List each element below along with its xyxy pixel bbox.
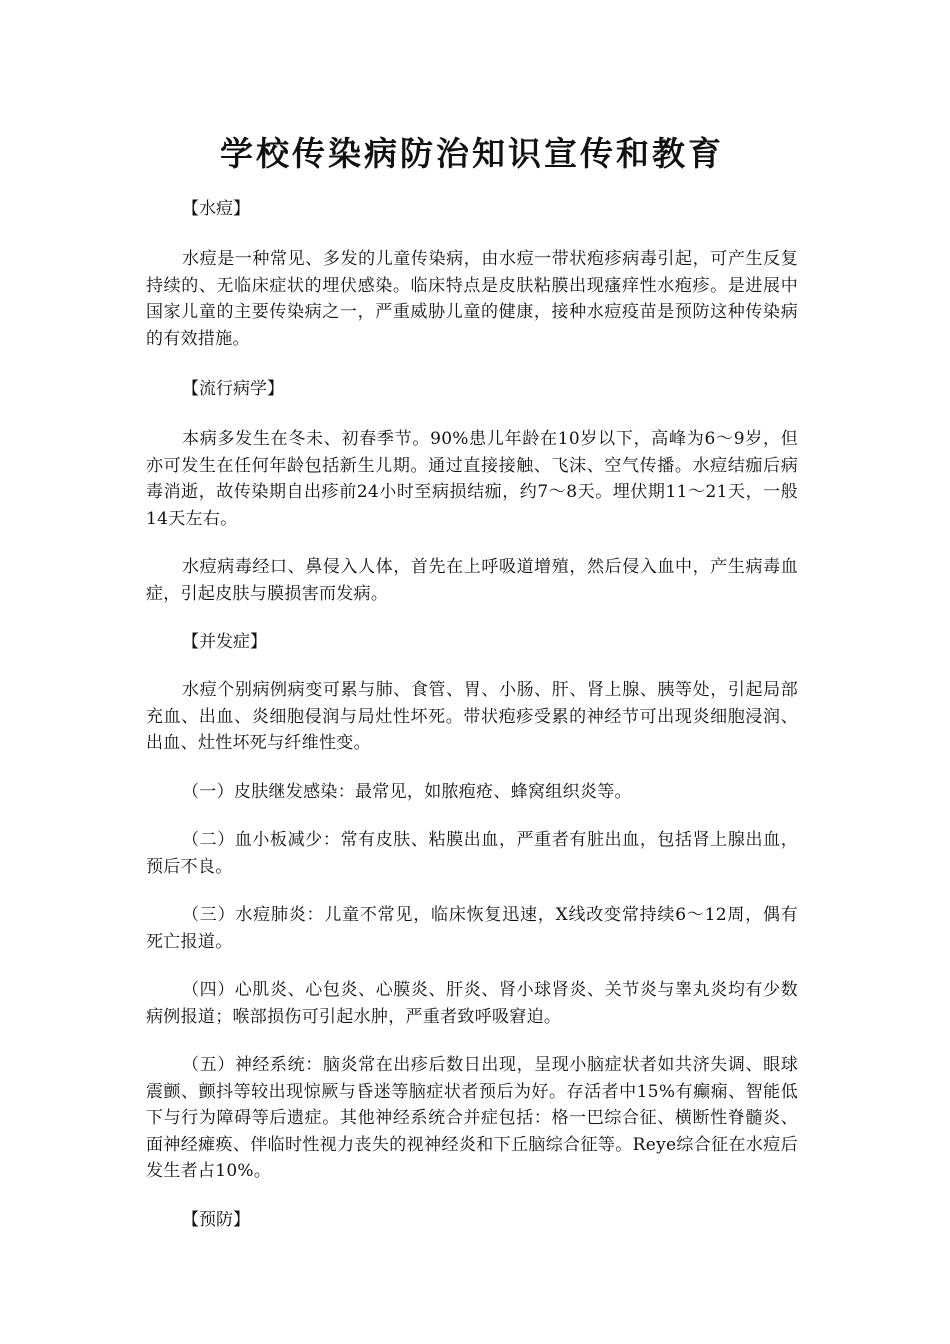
list-item-complication-3: （三）水痘肺炎：儿童不常见，临床恢复迅速，X线改变常持续6～12周，偶有死亡报道。 (146, 905, 798, 952)
list-item-complication-4: （四）心肌炎、心包炎、心膜炎、肝炎、肾小球肾炎、关节炎与睾丸炎均有少数病例报道；喉部损伤可引起水肿，严重者致呼吸窘迫。 (146, 980, 798, 1027)
list-item-complication-1: （一）皮肤继发感染：最常见，如脓疱疮、蜂窝组织炎等。 (182, 781, 632, 802)
paragraph-pathogenesis: 水痘病毒经口、鼻侵入人体，首先在上呼吸道增殖，然后侵入血中，产生病毒血症，引起皮肤与膜损害而发病。 (146, 557, 798, 604)
list-item-complication-2: （二）血小板减少：常有皮肤、粘膜出血，严重者有脏出血，包括肾上腺出血，预后不良。 (146, 830, 798, 877)
section-heading-varicella: 【水痘】 (182, 199, 250, 219)
document-page (146, 0, 798, 1233)
document-title: 学校传染病防治知识宣传和教育 (220, 134, 724, 173)
section-heading-prevention: 【预防】 (182, 1209, 250, 1230)
list-item-complication-5: （五）神经系统：脑炎常在出疹后数日出现，呈现小脑症状者如共济失调、眼球震颤、颤抖等较出现惊厥与昏迷等脑症状者预后为好。存活者中15%有癫痫、智能低下与行为障碍等后遗症。其他神经系统合并症包括：格一巴综合征、横断性脊髓炎、面神经瘫痪、伴临时性视力丧失的视神经炎和下丘脑综合征等。Reye综合征在水痘后发生者占10%。 (146, 1055, 798, 1181)
section-heading-complications: 【并发症】 (182, 632, 267, 652)
paragraph-varicella-intro: 水痘是一种常见、多发的儿童传染病，由水痘一带状疱疹病毒引起，可产生反复持续的、无临床症状的埋伏感染。临床特点是皮肤粘膜出现瘙痒性水疱疹。是进展中国家儿童的主要传染病之一，严重威胁儿童的健康，接种水痘疫苗是预防这种传染病的有效措施。 (146, 249, 798, 349)
section-heading-epidemiology: 【流行病学】 (182, 379, 284, 399)
paragraph-complications-intro: 水痘个别病例病变可累与肺、食管、胃、小肠、肝、肾上腺、胰等处，引起局部充血、出血、炎细胞侵润与局灶性坏死。带状疱疹受累的神经节可出现炎细胞浸润、出血、灶性坏死与纤维性变。 (146, 680, 798, 753)
paragraph-epidemiology: 本病多发生在冬未、初春季节。90%患儿年龄在10岁以下，高峰为6～9岁，但亦可发生在任何年龄包括新生儿期。通过直接接触、飞沫、空气传播。水痘结痂后病毒消逝，故传染期自出疹前24小时至病损结痂，约7～8天。埋伏期11～21天，一般14天左右。 (146, 429, 798, 529)
